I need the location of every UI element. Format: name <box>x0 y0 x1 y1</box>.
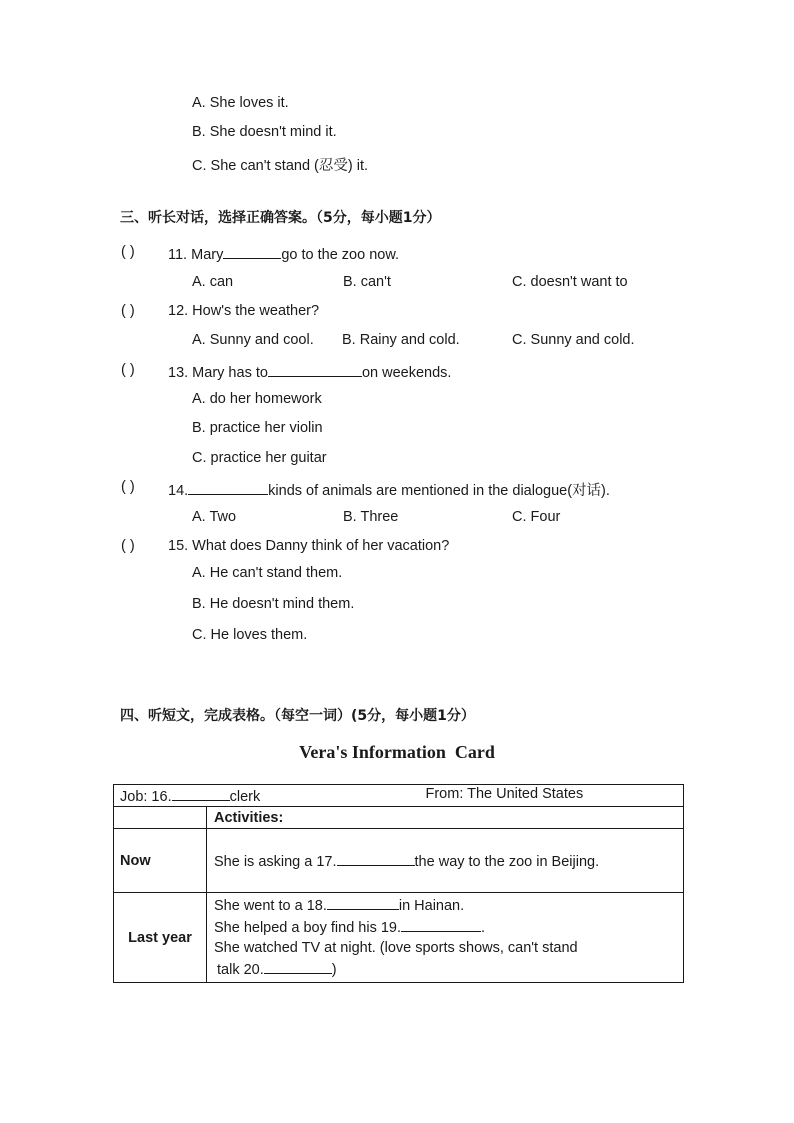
q11-option-c: C. doesn't want to <box>512 274 628 290</box>
last-year-label: Last year <box>114 893 207 983</box>
blank-17 <box>337 851 415 866</box>
q15-option-b: B. He doesn't mind them. <box>192 596 355 612</box>
activities-header: Activities: <box>207 807 684 829</box>
card-title: Vera's Information Card <box>299 742 495 762</box>
now-activity <box>207 829 684 893</box>
table-row <box>114 807 684 829</box>
ly4-post: ) <box>331 961 337 978</box>
q14-stem-pre: 14. <box>168 483 189 499</box>
ly1-pre: She went to a 18. <box>214 898 327 914</box>
ly4-pre: talk 20. <box>217 961 264 978</box>
q11-stem-post: go to the zoo now. <box>281 247 400 263</box>
last-year-activities <box>207 893 684 983</box>
q15-option-a: A. He can't stand them. <box>192 565 343 581</box>
q11-option-a: A. can <box>192 274 234 290</box>
ly2-post: . <box>481 919 486 936</box>
q11-blank <box>223 244 281 259</box>
job-suffix: clerk <box>229 789 261 805</box>
now-post: the way to the zoo in Beijing. <box>414 854 600 870</box>
answer-paren-12: ( ) <box>121 303 135 319</box>
q14-option-c: C. Four <box>512 509 561 525</box>
table-row <box>114 893 684 983</box>
q13-option-c: C. practice her guitar <box>192 450 327 466</box>
activity-line <box>214 895 676 917</box>
q14-stem-post: kinds of animals are mentioned in the dialogue(对话). <box>268 483 610 499</box>
q12-option-a: A. Sunny and cool. <box>192 332 314 348</box>
answer-paren-13: ( ) <box>121 362 135 378</box>
blank-16 <box>172 786 230 801</box>
now-label: Now <box>114 829 207 893</box>
question-15: 15. What does Danny think of her vacation? <box>168 538 450 554</box>
section-3-heading: 三、听长对话，选择正确答案。（5分，每小题1分） <box>120 210 441 226</box>
blank-20 <box>264 959 332 974</box>
question-14 <box>168 479 610 500</box>
question-11 <box>168 244 399 263</box>
activity-line <box>214 959 676 981</box>
q13-option-b: B. practice her violin <box>192 420 323 436</box>
blank-18 <box>327 895 399 910</box>
q14-option-a: A. Two <box>192 509 237 525</box>
q13-stem-post: on weekends. <box>361 365 452 381</box>
q15-option-c: C. He loves them. <box>192 627 308 643</box>
option-b: B. She doesn't mind it. <box>192 124 337 140</box>
q13-blank <box>268 362 362 377</box>
q11-stem-pre: 11. Mary <box>168 247 224 263</box>
q12-option-c: C. Sunny and cold. <box>512 332 635 348</box>
section-4-heading: 四、听短文，完成表格。（每空一词）(5分，每小题1分） <box>120 708 475 724</box>
job-label: Job: 16. <box>120 789 172 805</box>
table-row <box>114 785 684 807</box>
q12-option-b: B. Rainy and cold. <box>342 332 460 348</box>
question-12: 12. How's the weather? <box>168 303 320 319</box>
answer-paren-11: ( ) <box>121 244 135 260</box>
from-label: From: The United States <box>425 786 584 802</box>
ly1-post: in Hainan. <box>398 898 465 914</box>
q14-option-b: B. Three <box>343 509 399 525</box>
option-a: A. She loves it. <box>192 95 289 111</box>
now-pre: She is asking a 17. <box>214 854 337 870</box>
information-card-table <box>113 784 684 983</box>
answer-paren-15: ( ) <box>121 538 135 554</box>
job-from-cell <box>114 785 684 807</box>
table-row <box>114 829 684 893</box>
q11-option-b: B. can't <box>343 274 391 290</box>
q13-option-a: A. do her homework <box>192 391 322 407</box>
option-c: C. She can't stand (忍受) it. <box>192 158 369 174</box>
q14-blank <box>188 480 268 495</box>
ly2-pre: She helped a boy find his 19. <box>214 919 402 936</box>
activity-line: She watched TV at night. (love sports shows, can't stand <box>214 940 578 956</box>
blank-19 <box>401 917 481 932</box>
q13-stem-pre: 13. Mary has to <box>168 365 268 381</box>
answer-paren-14: ( ) <box>121 479 135 495</box>
empty-cell <box>114 807 207 829</box>
activity-line <box>214 917 676 939</box>
question-13 <box>168 362 451 381</box>
